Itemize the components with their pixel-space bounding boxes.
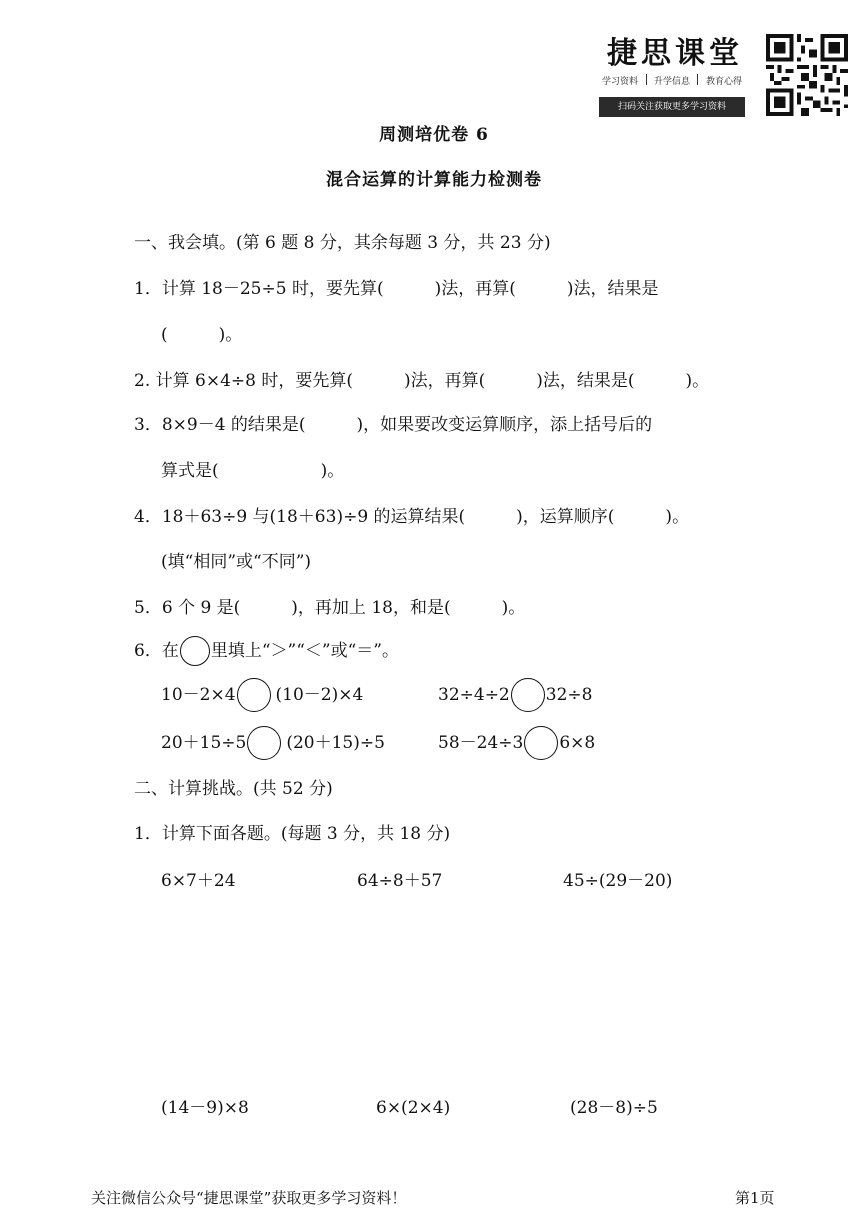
compare-right: 32÷8 bbox=[545, 685, 593, 705]
section2-heading: 二、计算挑战。(共 52 分) bbox=[134, 779, 333, 799]
expression-4: (14－9)×8 bbox=[161, 1098, 249, 1118]
question-3: 3．8×9－4 的结果是( )，如果要改变运算顺序，添上括号后的 bbox=[134, 415, 653, 435]
expression-6: (28－8)÷5 bbox=[570, 1098, 658, 1118]
compare-item-3 bbox=[161, 726, 385, 760]
answer-circle[interactable] bbox=[247, 726, 281, 760]
compare-item-4 bbox=[438, 726, 595, 760]
expression-1: 6×7＋24 bbox=[161, 871, 236, 891]
page-subtitle: 混合运算的计算能力检测卷 bbox=[326, 170, 542, 190]
brand-scan-bar: 扫码关注获取更多学习资料 bbox=[599, 97, 745, 117]
expression-5: 6×(2×4) bbox=[376, 1098, 451, 1118]
compare-right: (20＋15)÷5 bbox=[286, 733, 385, 753]
brand-link-divider bbox=[646, 74, 647, 85]
compare-left: 32÷4÷2 bbox=[438, 685, 510, 705]
question-6-prefix: 6．在 bbox=[134, 641, 179, 661]
answer-circle[interactable] bbox=[237, 678, 271, 712]
compare-item-2 bbox=[438, 678, 592, 712]
question-6 bbox=[134, 636, 399, 666]
expression-2: 64÷8＋57 bbox=[357, 871, 443, 891]
brand-logo-text: 捷思课堂 bbox=[607, 36, 743, 71]
page-title: 周测培优卷 6 bbox=[379, 125, 489, 145]
brand-links bbox=[599, 74, 745, 87]
compare-left: 20＋15÷5 bbox=[161, 733, 247, 753]
brand-link-study: 学习资料 bbox=[602, 77, 639, 87]
answer-circle[interactable] bbox=[511, 678, 545, 712]
footer-note: 关注微信公众号“捷思课堂”获取更多学习资料！ bbox=[91, 1189, 407, 1207]
question-1: 1．计算 18－25÷5 时，要先算( )法，再算( )法，结果是 bbox=[134, 279, 659, 299]
question-3-cont: 算式是( )。 bbox=[161, 461, 345, 481]
compare-item-1 bbox=[161, 678, 363, 712]
brand-link-education: 教育心得 bbox=[705, 77, 742, 87]
question-1-cont: ( )。 bbox=[161, 325, 243, 345]
compare-left: 10－2×4 bbox=[161, 685, 236, 705]
compare-right: 6×8 bbox=[559, 733, 596, 753]
question-4: 4．18＋63÷9 与(18＋63)÷9 的运算结果( )，运算顺序( )。 bbox=[134, 507, 690, 527]
question-5: 5．6 个 9 是( )，再加上 18，和是( )。 bbox=[134, 598, 526, 618]
brand-link-admission: 升学信息 bbox=[653, 77, 690, 87]
brand-link-divider bbox=[697, 74, 698, 85]
section1-heading: 一、我会填。(第 6 题 8 分，其余每题 3 分，共 23 分) bbox=[134, 233, 551, 253]
answer-circle[interactable] bbox=[524, 726, 558, 760]
question-2: 2. 计算 6×4÷8 时，要先算( )法，再算( )法，结果是( )。 bbox=[134, 371, 710, 391]
page-number: 第1页 bbox=[735, 1189, 775, 1207]
question-6-suffix: 里填上“＞”“＜”或“＝”。 bbox=[210, 641, 399, 661]
question-4-cont: (填“相同”或“不同”) bbox=[161, 552, 312, 572]
compare-right: (10－2)×4 bbox=[275, 685, 364, 705]
expression-3: 45÷(29－20) bbox=[563, 871, 673, 891]
section2-sub1: 1．计算下面各题。(每题 3 分，共 18 分) bbox=[134, 824, 451, 844]
qr-code-icon bbox=[766, 34, 848, 116]
answer-circle bbox=[180, 636, 210, 666]
compare-left: 58－24÷3 bbox=[438, 733, 524, 753]
